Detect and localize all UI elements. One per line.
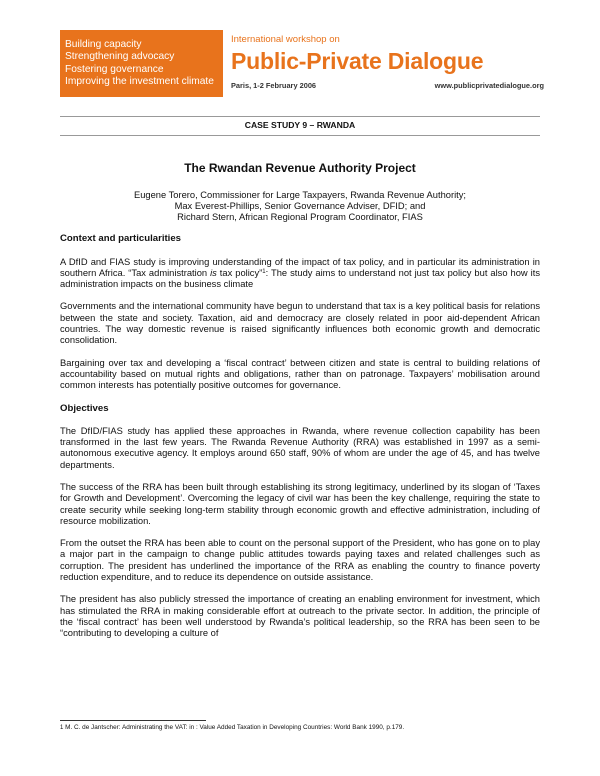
workshop-subtitle: International workshop on — [231, 34, 340, 45]
workshop-title: Public-Private Dialogue — [231, 48, 484, 74]
paragraph: The success of the RRA has been built through establishing its strong legitimacy, underlined by its slogan of ‘Taxes for Growth and Development’. Overcoming the legacy of civil war has been the key challenge, requiring the state to create security while seeking long-term stability through economic growth and effective administration, including of resource mobilization. — [60, 481, 540, 526]
footnote-text: M. C. de Jantscher: Administrating the VAT: in : Value Added Taxation in Developing Countries: World Bank 1990, p.179. — [63, 724, 405, 731]
footnote-ref: 1 — [262, 268, 266, 275]
footnote-number: 1 — [60, 725, 64, 731]
footnote-divider — [60, 720, 206, 721]
tagline-line: Improving the investment climate — [65, 75, 214, 87]
workshop-date: Paris, 1-2 February 2006 — [231, 81, 317, 90]
document-body — [60, 116, 540, 640]
workshop-url: www.publicprivatedialogue.org — [434, 81, 544, 90]
paragraph: Bargaining over tax and developing a ‘fiscal contract’ between citizen and state is central to building relations of accountability based on mutual rights and obligations, rather than on patronage. Taxpayers’ mobilisation around common interests has potentially positive outcomes for governance. — [60, 357, 540, 391]
document-title: The Rwandan Revenue Authority Project — [184, 161, 416, 176]
author-line: Max Everest-Phillips, Senior Governance Adviser, DFID; and — [174, 200, 426, 211]
footnote — [60, 724, 404, 732]
text-run: tax policy” — [216, 267, 263, 278]
tagline-box — [60, 30, 223, 97]
section-heading-objectives: Objectives — [60, 403, 109, 415]
authors-block — [60, 190, 540, 224]
tagline-line: Building capacity — [65, 39, 142, 50]
author-line: Eugene Torero, Commissioner for Large Taxpayers, Rwanda Revenue Authority; — [133, 189, 467, 200]
tagline-line: Fostering governance — [65, 63, 164, 75]
header-title-block — [231, 30, 544, 97]
text-run: : The study aims to understand not just tax policy but also how its administration impacts on the business climate — [60, 267, 540, 290]
paragraph: The president has also publicly stressed the importance of creating an enabling environment for investment, which has stimulated the RRA in making considerable effort at outreach to the private sector. In addition, the principle of the ‘fiscal contract’ has been well understood by Rwanda’s political leadership, so the RRA has been seen to be “contributing to developing a culture of — [60, 594, 540, 639]
paragraph — [60, 257, 540, 291]
tagline-line: Strengthening advocacy — [65, 51, 175, 63]
section-heading-context: Context and particularities — [60, 233, 182, 245]
paragraph: The DfID/FIAS study has applied these approaches in Rwanda, where revenue collection capability has been transformed in the last few years. The Rwanda Revenue Authority (RRA) was established in 1997 as a semi-autonomous executive agency. It employs around 650 staff, 90% of whom are under the age of 45, and has twelve departments. — [60, 425, 540, 470]
emphasis-text: is — [210, 267, 217, 278]
paragraph: From the outset the RRA has been able to count on the personal support of the President, who has gone on to play a major part in the campaign to change public attitudes towards paying taxes and related challenges such as corruption. The president has underlined the importance of the RRA as enabling the country to finance poverty reduction expenditure, and to reduce its dependence on outside assistance. — [60, 538, 540, 583]
case-study-label: CASE STUDY 9 – RWANDA — [60, 116, 540, 136]
author-line: Richard Stern, African Regional Program Coordinator, FIAS — [177, 212, 423, 222]
text-run: A DfID and FIAS study is improving understanding of the impact of tax policy, and in particular its administration in southern Africa. “Tax administration — [60, 256, 540, 278]
paragraph: Governments and the international community have begun to understand that tax is a key political basis for relations between the state and society. Taxation, aid and democracy are closely related in poor aid-dependent African countries. The way domestic revenue is raised significantly influences both economic growth and democratic consolidation. — [60, 301, 540, 346]
workshop-header — [60, 30, 544, 97]
